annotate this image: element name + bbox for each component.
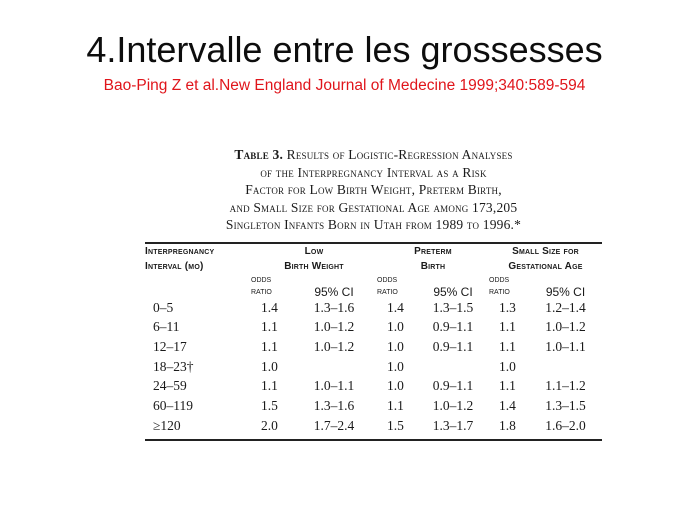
interval-header-line1: Interpregnancy [145,245,215,257]
table-row [145,357,602,377]
group-header-line1: Small Size for [512,245,579,257]
interval-cell: 6–11 [153,319,180,335]
pb-or-cell: 1.1 [387,398,404,414]
odds-ratio-header [251,274,291,298]
sga-ci-cell: 1.1–1.2 [545,378,586,394]
results-table [145,244,602,442]
sga-or-cell: 1.4 [499,398,516,414]
table-caption [145,146,602,234]
interval-cell: 18–23† [153,358,194,374]
caption-line: of the Interpregnancy Interval as a Risk [260,164,487,180]
caption-line-text: Results of Logistic-Regression Analyses [286,147,513,162]
ratio-label: ratio [251,285,272,297]
lbw-ci-cell: 1.0–1.2 [313,319,355,335]
group-header-line2: Gestational Age [508,260,583,272]
interval-cell: 60–119 [153,398,193,414]
table-row [145,416,602,436]
sga-ci-cell: 1.0–1.2 [545,319,586,335]
interval-cell: 0–5 [153,299,174,315]
odds-label: odds [489,273,510,285]
sga-or-cell: 1.0 [499,358,516,374]
lbw-or-cell: 1.5 [261,398,278,414]
slide-title: 4.Intervalle entre les grossesses [86,29,603,70]
bottom-rule-cell [145,435,602,440]
sga-ci-cell: 1.2–1.4 [545,299,586,315]
sga-ci-cell: 1.3–1.5 [545,398,586,414]
pb-or-cell: 1.5 [387,417,404,433]
table-row [145,298,602,318]
caption-line: Factor for Low Birth Weight, Preterm Birth, [245,182,502,197]
interval-header [145,244,251,274]
group-header-line2: Birth Weight [284,260,344,272]
pb-ci-cell: 1.3–1.5 [432,299,474,315]
lbw-or-cell: 1.1 [261,319,278,335]
table-row [145,396,602,416]
ratio-label: ratio [489,285,510,297]
caption-lead: Table 3. [234,147,284,162]
lbw-ci-cell: 1.0–1.1 [313,378,355,394]
citation: Bao-Ping Z et al.New England Journal of Medecine 1999;340:589-594 [103,77,586,94]
sga-ci-cell: 1.6–2.0 [545,417,586,433]
pb-ci-cell [417,357,489,377]
sga-ci-cell: 1.0–1.1 [545,338,586,354]
pb-ci-cell: 0.9–1.1 [432,319,474,335]
odds-ratio-header [489,274,529,298]
group-header-low-birth-weight [251,244,377,274]
group-header-line1: Preterm [414,245,452,257]
group-header-preterm-birth [377,244,489,274]
ratio-label: ratio [377,285,398,297]
pb-or-cell: 1.0 [387,338,404,354]
pb-ci-cell: 1.0–1.2 [432,398,474,414]
pb-ci-cell: 0.9–1.1 [432,378,474,394]
pb-or-cell: 1.0 [387,358,404,374]
caption-line [149,146,598,164]
interval-cell: ≥120 [153,417,181,433]
sga-or-cell: 1.3 [499,299,516,315]
ci-header: 95% CI [314,284,354,299]
odds-label: odds [377,273,398,285]
caption-line: Singleton Infants Born in Utah from 1989 to 1996.* [225,217,522,232]
sga-ci-cell [529,357,602,377]
odds-ratio-header [377,274,417,298]
ci-header: 95% CI [545,284,586,299]
sga-or-cell: 1.1 [499,378,516,394]
interval-cell: 12–17 [153,338,187,354]
subheader-blank [145,274,251,298]
lbw-ci-cell [291,357,377,377]
lbw-or-cell: 2.0 [261,417,278,433]
caption-line: and Small Size for Gestational Age among 173,205 [229,199,518,215]
lbw-or-cell: 1.4 [261,299,278,315]
table-figure [145,146,602,441]
pb-ci-cell: 0.9–1.1 [432,338,474,354]
group-header-line2: Birth [420,260,446,272]
lbw-or-cell: 1.0 [261,358,278,374]
pb-or-cell: 1.4 [387,299,404,315]
lbw-ci-cell: 1.3–1.6 [313,299,355,315]
table-row [145,337,602,357]
table-row [145,317,602,337]
lbw-ci-cell: 1.3–1.6 [313,398,355,414]
pb-ci-cell: 1.3–1.7 [432,417,474,433]
lbw-ci-cell: 1.7–2.4 [313,417,355,433]
group-header-line1: Low [304,245,324,257]
sga-or-cell: 1.1 [499,319,516,335]
interval-header-line2: Interval (mo) [145,260,204,272]
group-header-small-size [489,244,602,274]
sga-or-cell: 1.8 [499,417,516,433]
table-row [145,376,602,396]
odds-label: odds [251,273,272,285]
lbw-or-cell: 1.1 [261,378,278,394]
lbw-or-cell: 1.1 [261,338,278,354]
sga-or-cell: 1.1 [499,338,516,354]
table-bottom-rule [145,435,602,440]
pb-or-cell: 1.0 [387,378,404,394]
lbw-ci-cell: 1.0–1.2 [313,338,355,354]
ci-header: 95% CI [433,284,473,299]
interval-cell: 24–59 [153,378,187,394]
pb-or-cell: 1.0 [387,319,404,335]
